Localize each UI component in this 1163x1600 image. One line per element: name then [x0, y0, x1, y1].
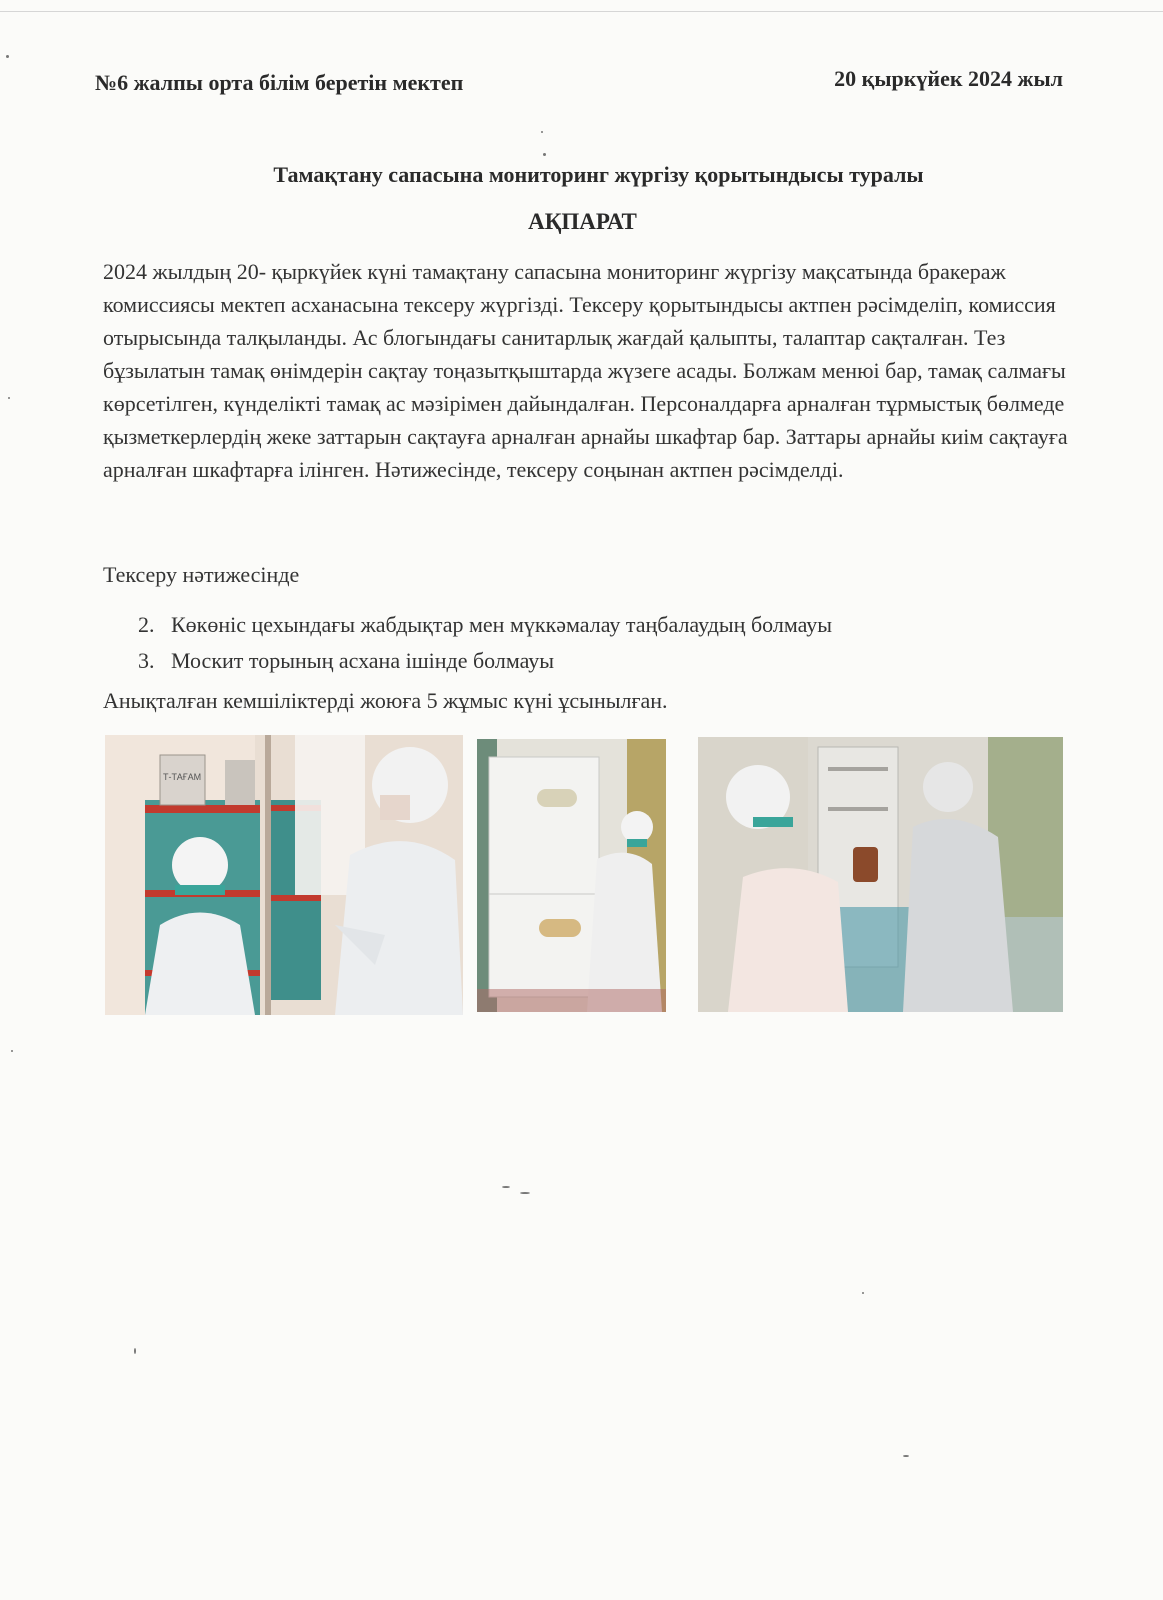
school-name: №6 жалпы орта білім беретін мектеп — [95, 70, 464, 95]
list-item-text: Москит торының асхана ішінде болмауы — [171, 648, 555, 673]
document-title: Тамақтану сапасына мониторинг жүргізу қорытындысы туралы — [273, 162, 924, 187]
findings-list — [138, 607, 832, 679]
scan-speck — [543, 153, 546, 156]
list-item-number: 3. — [138, 648, 155, 673]
document-heading: АҚПАРАТ — [528, 209, 637, 234]
paragraph-text: 2024 жылдың 20- қыркүйек күні тамақтану сапасына мониторинг жүргізу мақсатында бракераж комиссиясы мектеп асханасына тексеру жүргізді. Тексеру қорытындысы актпен рәсімделіп, комиссия отырысында талқыланды. Ас блогындағы санитарлық жағдай қалыпты, талаптар сақталған. Тез бұзылатын тамақ өнімдерін сақтау тоңазытқыштарда жүзеге асады. Болжам менюі бар, тамақ салмағы көрсетілген, күнделікті тамақ ас мәзірімен дайындалған. Персоналдарға арналған тұрмыстық бөлмеде қызметкерлердің жеке заттарын сақтауға арналған арнайы шкафтар бар. Заттары арнайы киім сақтауға арналған шкафтарға ілінген. Нәтижесінде, тексеру соңынан актпен рәсімделді. — [103, 259, 1068, 482]
scan-speck — [11, 1050, 13, 1052]
scan-speck — [502, 1186, 510, 1188]
scan-speck — [6, 55, 9, 58]
document-date: 20 қыркүйек 2024 жыл — [834, 66, 1063, 91]
scan-speck — [134, 1348, 136, 1354]
body-paragraph — [103, 255, 1068, 486]
photo-refrigerator — [477, 739, 666, 1012]
list-item-number: 2. — [138, 612, 155, 637]
scan-speck — [520, 1192, 530, 1194]
scan-edge-line — [0, 11, 1163, 12]
scan-speck — [8, 397, 10, 399]
conclusion-text: Анықталған кемшіліктерді жоюға 5 жұмыс күні ұсынылған. — [103, 688, 668, 713]
scan-speck — [541, 131, 543, 133]
scan-speck — [903, 1455, 909, 1457]
photo-fridge-inspection — [698, 737, 1063, 1012]
list-item — [138, 607, 832, 643]
scan-speck — [862, 1292, 864, 1294]
photo-kitchen-shelves — [105, 735, 463, 1015]
jar-label: Т-ТАҒАМ — [163, 772, 202, 782]
list-item-text: Көкөніс цехындағы жабдықтар мен мүккәмалау таңбалаудың болмауы — [171, 612, 833, 637]
list-item — [138, 643, 832, 679]
results-subheading: Тексеру нәтижесінде — [103, 562, 300, 587]
